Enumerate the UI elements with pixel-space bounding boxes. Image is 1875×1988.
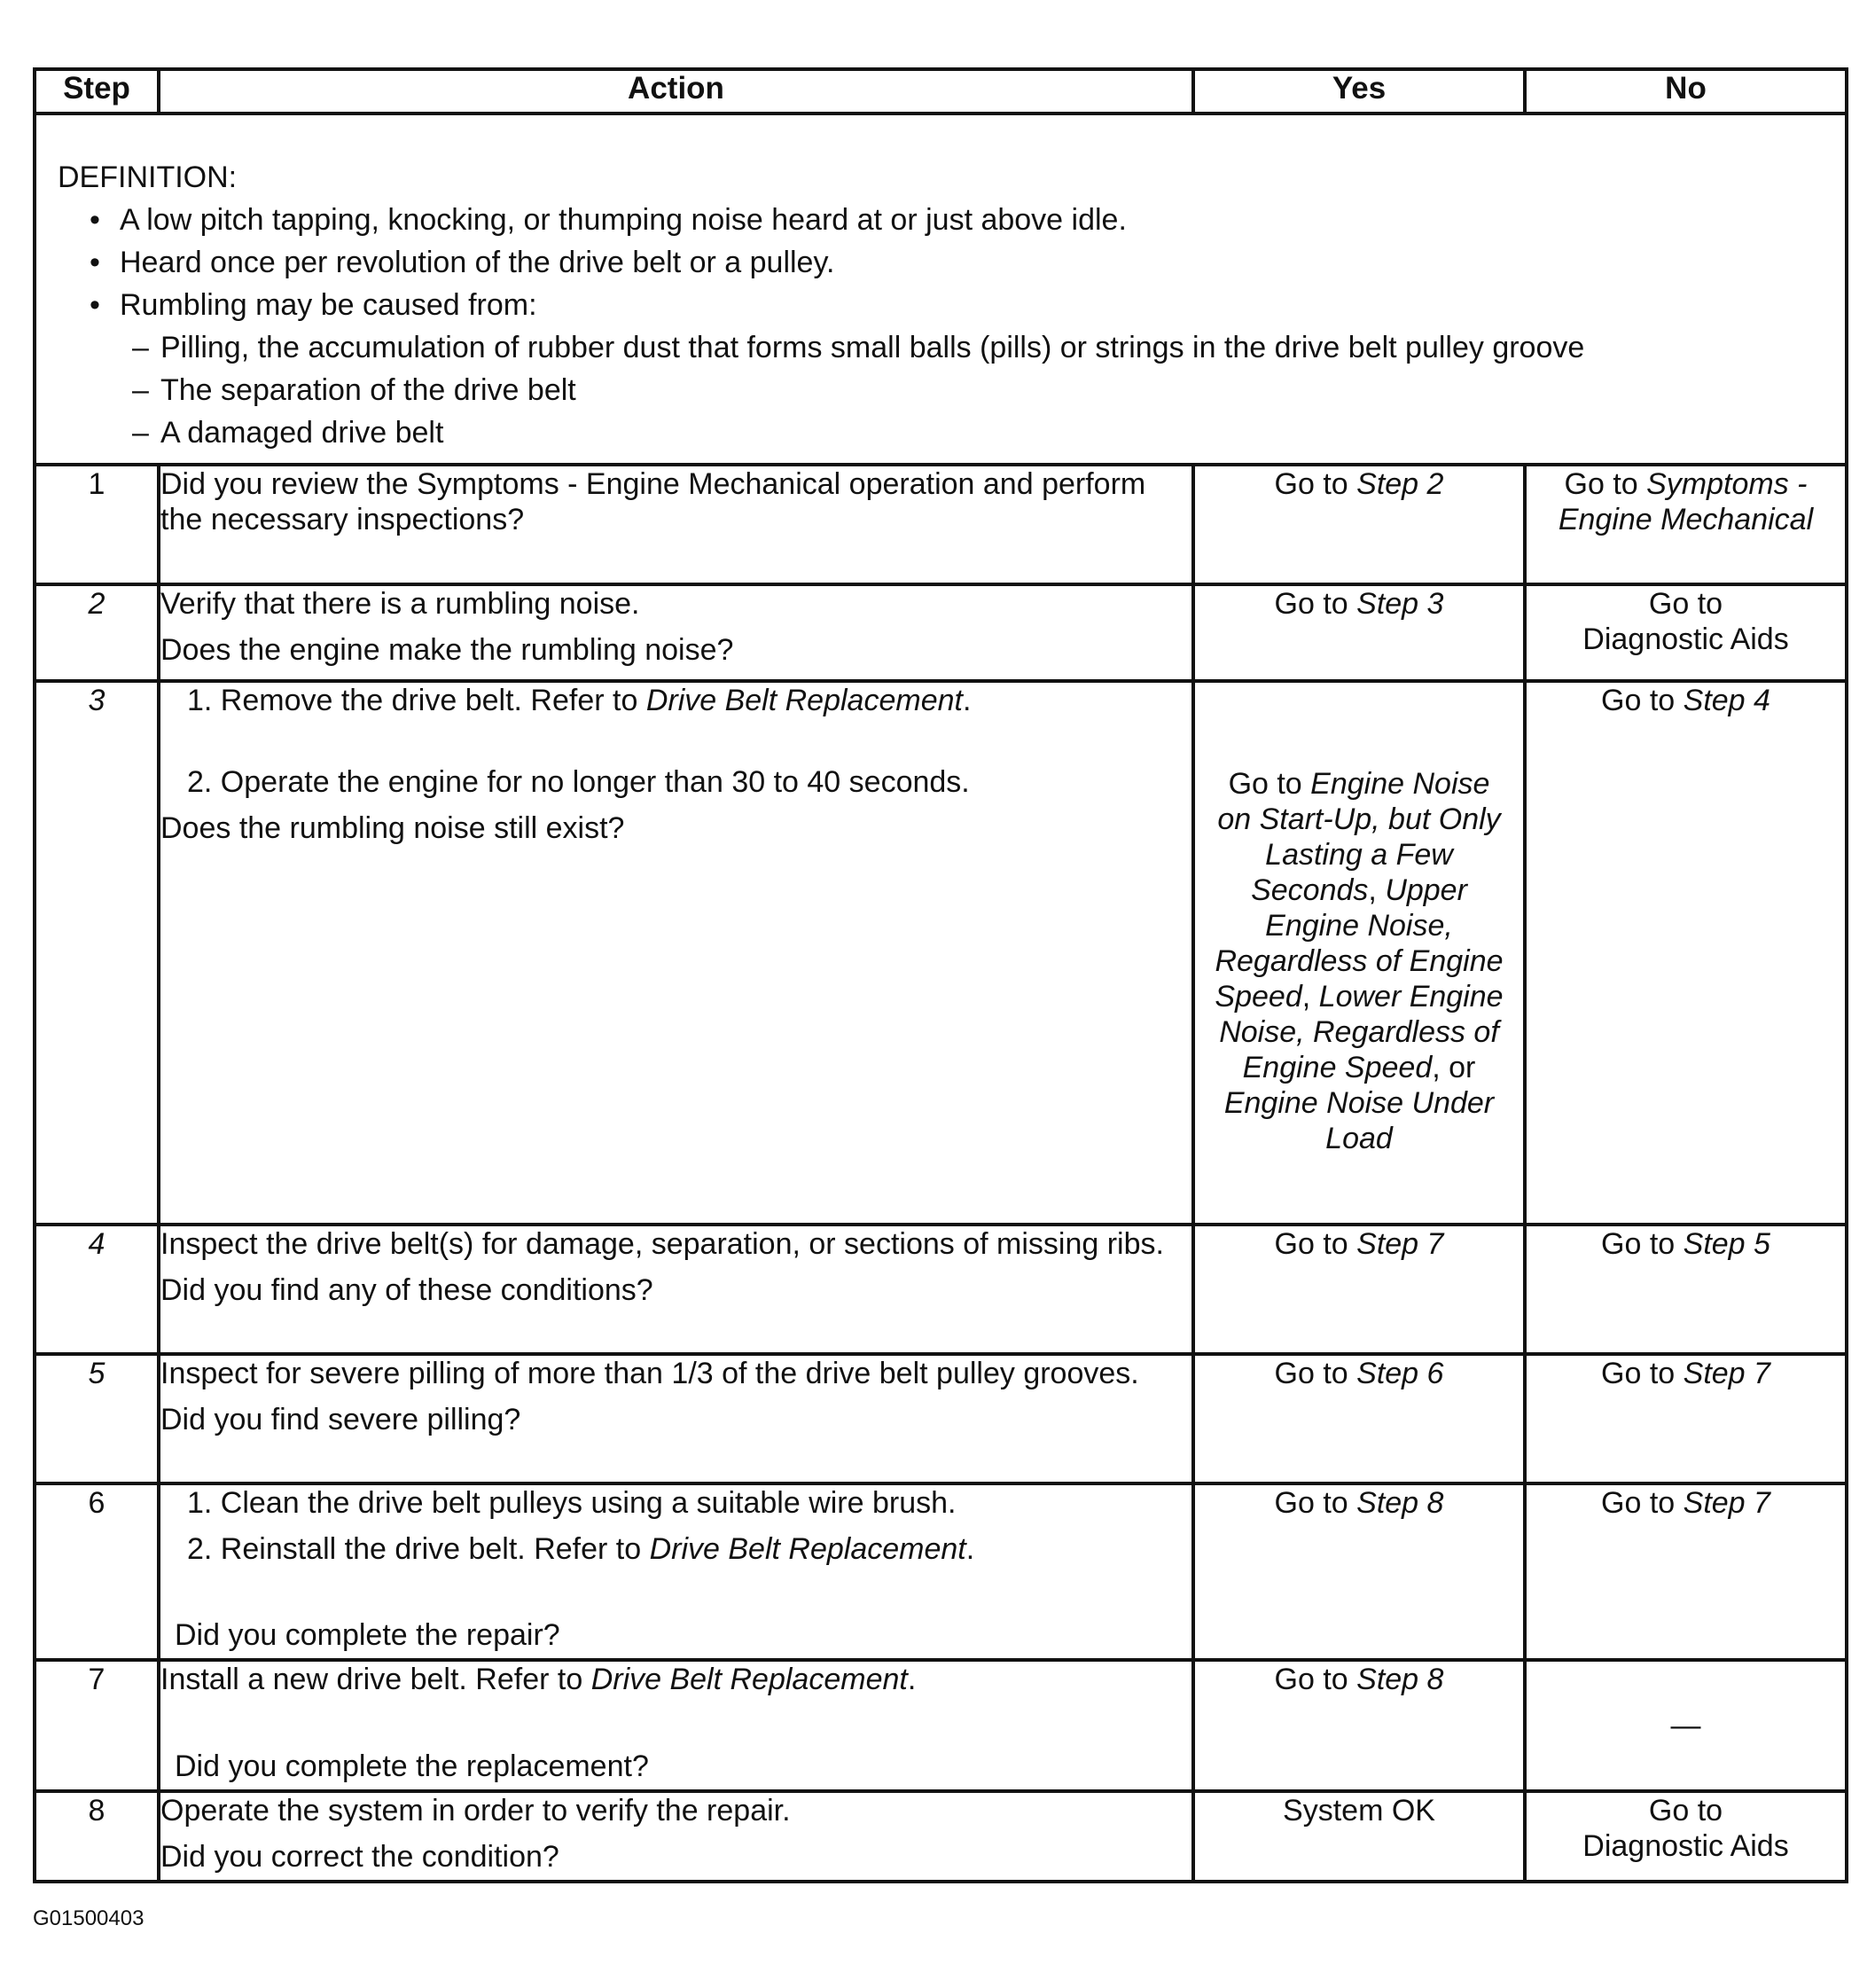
- yes-ref-link[interactable]: Lower Engine Noise, Regardless of Engine Speed: [1219, 979, 1504, 1084]
- ref-link[interactable]: Drive Belt Replacement: [590, 1663, 908, 1696]
- no-cell: [1525, 1791, 1847, 1882]
- header-no: No: [1525, 69, 1847, 113]
- table-row: [35, 1483, 1847, 1660]
- action-question: Did you complete the replacement?: [175, 1749, 649, 1783]
- no-cell: [1525, 584, 1847, 681]
- action-question: Did you find severe pilling?: [160, 1403, 521, 1436]
- action-text: Inspect for severe pilling of more than 1/3 of the drive belt pulley grooves.: [160, 1357, 1139, 1390]
- action-text: Inspect the drive belt(s) for damage, separation, or sections of missing ribs.: [160, 1227, 1164, 1261]
- yes-cell: [1193, 465, 1525, 584]
- step-number: 4: [35, 1225, 159, 1354]
- no-prefix: Go to: [1601, 1486, 1684, 1520]
- step-number: 6: [35, 1483, 159, 1660]
- yes-ref-link[interactable]: Step 8: [1356, 1663, 1444, 1696]
- table-row: [35, 1791, 1847, 1882]
- action-question: Did you review the Symptoms - Engine Mechanical operation and perform the necessary inspections?: [160, 467, 1146, 536]
- action-item-end: .: [962, 684, 972, 717]
- action-question: Did you find any of these conditions?: [160, 1273, 653, 1307]
- ref-link[interactable]: Drive Belt Replacement: [645, 684, 963, 717]
- figure-id: G01500403: [33, 1906, 145, 1930]
- yes-cell: [1193, 1354, 1525, 1483]
- no-prefix: Go to: [1601, 684, 1684, 717]
- yes-prefix: Go to: [1274, 467, 1357, 501]
- yes-prefix: Go to: [1274, 1227, 1357, 1261]
- action-text: [160, 1662, 1191, 1697]
- yes-ref-link[interactable]: Engine Noise on Start-Up, but Only Lasting a Few Seconds: [1217, 766, 1501, 907]
- no-cell: [1525, 1354, 1847, 1483]
- no-ref-link[interactable]: Step 7: [1683, 1486, 1770, 1520]
- yes-prefix: Go to: [1228, 766, 1311, 801]
- yes-ref-link[interactable]: Step 7: [1356, 1227, 1444, 1261]
- table-row: [35, 1660, 1847, 1791]
- action-question: Did you correct the condition?: [160, 1840, 559, 1874]
- table-row: [35, 681, 1847, 1225]
- action-item-end: .: [907, 1663, 917, 1696]
- no-ref-link[interactable]: Diagnostic Aids: [1582, 1829, 1789, 1863]
- yes-prefix: Go to: [1274, 587, 1357, 621]
- separator: ,: [1301, 979, 1311, 1014]
- no-ref-link[interactable]: Step 7: [1683, 1357, 1770, 1390]
- action-item: [160, 683, 1191, 718]
- action-question: Did you complete the repair?: [175, 1618, 560, 1652]
- yes-prefix: Go to: [1274, 1663, 1357, 1696]
- action-cell: [159, 1791, 1193, 1882]
- no-prefix: Go to: [1601, 1227, 1684, 1261]
- table-header-row: [35, 69, 1847, 113]
- action-question: Does the rumbling noise still exist?: [160, 811, 625, 845]
- step-number: 7: [35, 1660, 159, 1791]
- no-cell: [1525, 681, 1847, 1225]
- action-cell: [159, 681, 1193, 1225]
- definition-row: [35, 113, 1847, 465]
- no-ref-link[interactable]: Step 5: [1683, 1227, 1770, 1261]
- yes-ref-link[interactable]: Step 2: [1356, 467, 1444, 501]
- no-cell: [1525, 1225, 1847, 1354]
- no-prefix: Go to: [1601, 1357, 1684, 1390]
- action-cell: [159, 584, 1193, 681]
- step-number: 1: [35, 465, 159, 584]
- definition-cell: [35, 113, 1847, 465]
- yes-cell: [1193, 681, 1525, 1225]
- action-text: Verify that there is a rumbling noise.: [160, 587, 640, 621]
- action-text: Operate the system in order to verify the repair.: [160, 1794, 791, 1828]
- definition-bullet: • Heard once per revolution of the drive belt or a pulley.: [58, 245, 1827, 280]
- ref-link[interactable]: Drive Belt Replacement: [649, 1532, 966, 1566]
- header-yes: Yes: [1193, 69, 1525, 113]
- no-prefix: Go to: [1648, 1794, 1723, 1828]
- action-cell: [159, 1354, 1193, 1483]
- action-item-text: 2. Reinstall the drive belt. Refer to: [187, 1532, 650, 1566]
- action-question: Does the engine make the rumbling noise?: [160, 633, 734, 667]
- no-prefix: Go to: [1648, 587, 1723, 621]
- table-row: [35, 1354, 1847, 1483]
- no-prefix: Go to: [1564, 467, 1647, 501]
- no-ref-link[interactable]: Symptoms - Engine Mechanical: [1558, 467, 1814, 536]
- action-item: 1. Clean the drive belt pulleys using a suitable wire brush.: [187, 1486, 957, 1520]
- action-item-end: .: [965, 1532, 975, 1566]
- action-item: 2. Operate the engine for no longer than 30 to 40 seconds.: [187, 765, 970, 799]
- yes-prefix: Go to: [1274, 1486, 1357, 1520]
- action-cell: [159, 1660, 1193, 1791]
- yes-cell: [1193, 1225, 1525, 1354]
- action-item-text: Install a new drive belt. Refer to: [160, 1663, 591, 1696]
- action-cell: [159, 1483, 1193, 1660]
- separator: , or: [1432, 1050, 1476, 1084]
- definition-cause: – A damaged drive belt: [58, 415, 1827, 450]
- no-cell: —: [1525, 1660, 1847, 1791]
- header-step: Step: [35, 69, 159, 113]
- yes-ref-link[interactable]: Step 3: [1356, 587, 1444, 621]
- diagnostic-table: [33, 67, 1848, 1883]
- definition-cause: – Pilling, the accumulation of rubber dust that forms small balls (pills) or strings in the drive belt pulley groove: [58, 330, 1827, 365]
- definition-title: DEFINITION:: [58, 160, 238, 194]
- no-cell: [1525, 1483, 1847, 1660]
- yes-cell: [1193, 1660, 1525, 1791]
- action-item-text: 1. Remove the drive belt. Refer to: [187, 684, 646, 717]
- table-row: [35, 584, 1847, 681]
- no-cell: [1525, 465, 1847, 584]
- definition-bullet: • A low pitch tapping, knocking, or thumping noise heard at or just above idle.: [58, 202, 1827, 238]
- yes-ref-link[interactable]: Engine Noise Under Load: [1223, 1085, 1495, 1155]
- yes-ref-link[interactable]: Step 8: [1356, 1486, 1444, 1520]
- action-cell: [159, 1225, 1193, 1354]
- separator: ,: [1368, 873, 1377, 907]
- yes-cell: [1193, 1483, 1525, 1660]
- definition-cause: – The separation of the drive belt: [58, 372, 1827, 408]
- yes-ref-link[interactable]: Upper Engine Noise, Regardless of Engine Speed: [1215, 873, 1504, 1014]
- step-number: 3: [35, 681, 159, 1225]
- yes-ref-link[interactable]: Step 6: [1356, 1357, 1444, 1390]
- action-cell: [159, 465, 1193, 584]
- step-number: 5: [35, 1354, 159, 1483]
- action-item: [160, 1531, 1191, 1567]
- no-ref-link[interactable]: Step 4: [1683, 684, 1770, 717]
- yes-prefix: Go to: [1274, 1357, 1357, 1390]
- no-ref-link[interactable]: Diagnostic Aids: [1582, 622, 1789, 656]
- table-row: [35, 1225, 1847, 1354]
- definition-bullet: • Rumbling may be caused from:: [58, 287, 1827, 323]
- yes-cell: [1193, 584, 1525, 681]
- yes-cell: System OK: [1193, 1791, 1525, 1882]
- header-action: Action: [159, 69, 1193, 113]
- step-number: 2: [35, 584, 159, 681]
- step-number: 8: [35, 1791, 159, 1882]
- table-row: [35, 465, 1847, 584]
